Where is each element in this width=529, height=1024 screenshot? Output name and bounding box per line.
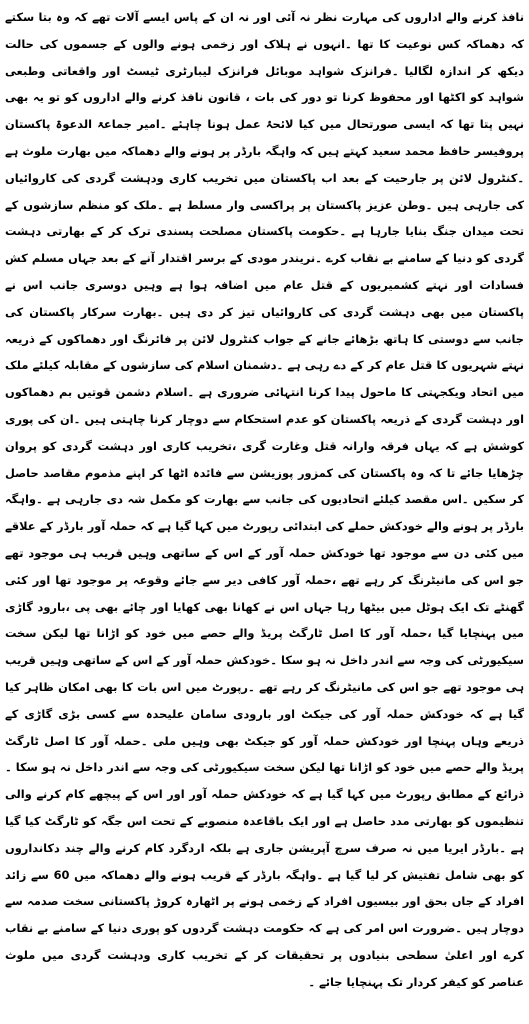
article-body: نافذ کرنے والے اداروں کی مہارت نظر نہ آئی اور نہ ان کے پاس ایسے آلات تھے کہ وہ بتا سکتے کہ دھماکہ کس نوعیت کا تھا ۔انہوں نے ہلاک اور زخمی ہونے والوں کے جسموں کی حالت دیکھ کر اندازہ لگالیا ۔فرانزک شواہد موبائل فرانزک لیبارٹری ٹیسٹ اور واقعاتی وطبعی شواہد کو اکٹھا اور محفوظ کرنا تو دور کی بات ، قانون نافذ کرنے والے اداروں کو تو یہ بھی نہیں پتا تھا کہ ایسی صورتحال میں کیا لائحۂ عمل ہونا چاہئے ۔امیر جماعۃ الدعوۃ پاکستان پروفیسر حافظ محمد سعید کہتے ہیں کہ واہگہ بارڈر پر ہونے والے دھماکہ میں بھارت ملوث ہے ۔کنٹرول لائن پر جارحیت کے بعد اب پاکستان میں تخریب کاری ودہشت گردی کی کاروائیاں کی جارہی ہیں ۔وطن عزیز پاکستان پر پراکسی وار مسلط ہے ۔ملک کو منظم سازشوں کے تحت میدان جنگ بنایا جارہا ہے ۔حکومت پاکستان مصلحت پسندی ترک کر کے بھارتی دہشت گردی کو دنیا کے سامنے بے نقاب کرے ۔نریندر مودی کے برسر اقتدار آنے کے بعد جہاں مسلم کش فسادات اور نہتے کشمیریوں کے قتل عام میں اضافہ ہوا ہے وہیں دوسری جانب اس نے پاکستان میں بھی دہشت گردی کی کاروائیاں تیز کر دی ہیں ۔بھارت سرکار پاکستان کی جانب سے دوستی کا ہاتھ بڑھائے جانے کے جواب کنٹرول لائن پر فائرنگ اور دھماکوں کے ذریعہ نہتے شہریوں کا قتل عام کر کے دے رہی ہے ۔دشمنان اسلام کی سازشوں کے مقابلہ کیلئے ملک میں اتحاد ویکجہتی کا ماحول پیدا کرنا انتہائی ضروری ہے ۔اسلام دشمن قوتیں بم دھماکوں اور دہشت گردی کے ذریعہ پاکستان کو عدم استحکام سے دوچار کرنا چاہتی ہیں ۔ان کی پوری کوشش ہے کہ یہاں فرقہ وارانہ قتل وغارت گری ،تخریب کاری اور دہشت گردی کو پروان چڑھایا جائے تا کہ وہ پاکستان کی کمزور پوزیشن سے فائدہ اٹھا کر اپنے مذموم مقاصد حاصل کر سکیں ۔اس مقصد کیلئے اتحادیوں کی جانب سے بھارت کو مکمل شہ دی جارہی ہے ۔واہگہ بارڈر پر ہونے والے خودکش حملے کی ابتدائی رپورٹ میں کہا گیا ہے کہ حملہ آور بارڈر کے علاقے میں کئی دن سے موجود تھا خودکش حملہ آور کے اس کے ساتھی وہیں قریب ہی موجود تھے جو اس کی مانیٹرنگ کر رہے تھے ،حملہ آور کافی دیر سے جائے وقوعہ پر موجود تھا اور کئی گھنٹے تک ایک ہوٹل میں بیٹھا رہا جہاں اس نے کھانا بھی کھایا اور چائے بھی پی ،بارود گاڑی میں پہنچایا گیا ،حملہ آور کا اصل ٹارگٹ پریڈ والے حصے میں خود کو اڑانا تھا لیکن سخت سیکیورٹی کی وجہ سے اندر داخل نہ ہو سکا ۔خودکش حملہ آور کے اس کے ساتھی وہیں قریب ہی موجود تھے جو اس کی مانیٹرنگ کر رہے تھے ۔رپورٹ میں اس بات کا بھی امکان ظاہر کیا گیا ہے کہ خودکش حملہ آور کی جیکٹ اور بارودی سامان علیحدہ سے کسی بڑی گاڑی کے ذریعے وہاں پہنچا اور خودکش حملہ آور کو جیکٹ بھی وہیں ملی ۔حملہ آور کا اصل ٹارگٹ پریڈ والے حصے میں خود کو اڑانا تھا لیکن سخت سیکیورٹی کی وجہ سے اندر داخل نہ ہو سکا ۔ذرائع کے مطابق رپورٹ میں کہا گیا ہے کہ خودکش حملہ آور اور اس کے پیچھے کام کرنے والی تنظیموں کو بھارتی مدد حاصل ہے اور ایک باقاعدہ منصوبے کے تحت اس جگہ کو ٹارگٹ کیا گیا ہے ۔بارڈر ایریا میں نہ صرف سرچ آپریشن جاری ہے بلکہ اردگرد کام کرنے والے چند دکانداروں کو بھی شامل تفتیش کر لیا گیا ہے ۔واہگہ بارڈر کے قریب ہونے والے دھماکہ میں 60 سے زائد افراد کے جاں بحق اور بیسیوں افراد کے زخمی ہونے پر اٹھارہ کروڑ پاکستانی سخت صدمہ سے دوچار ہیں ۔ضرورت اس امر کی ہے کہ حکومت دہشت گردوں کو پوری دنیا کے سامنے بے نقاب کرے اور اعلیٰ سطحی بنیادوں پر تحقیقات کر کے تخریب کاری ودہشت گردی میں ملوث عناصر کو کیفر کردار تک پہنچایا جائے ۔ [5,10,524,989]
